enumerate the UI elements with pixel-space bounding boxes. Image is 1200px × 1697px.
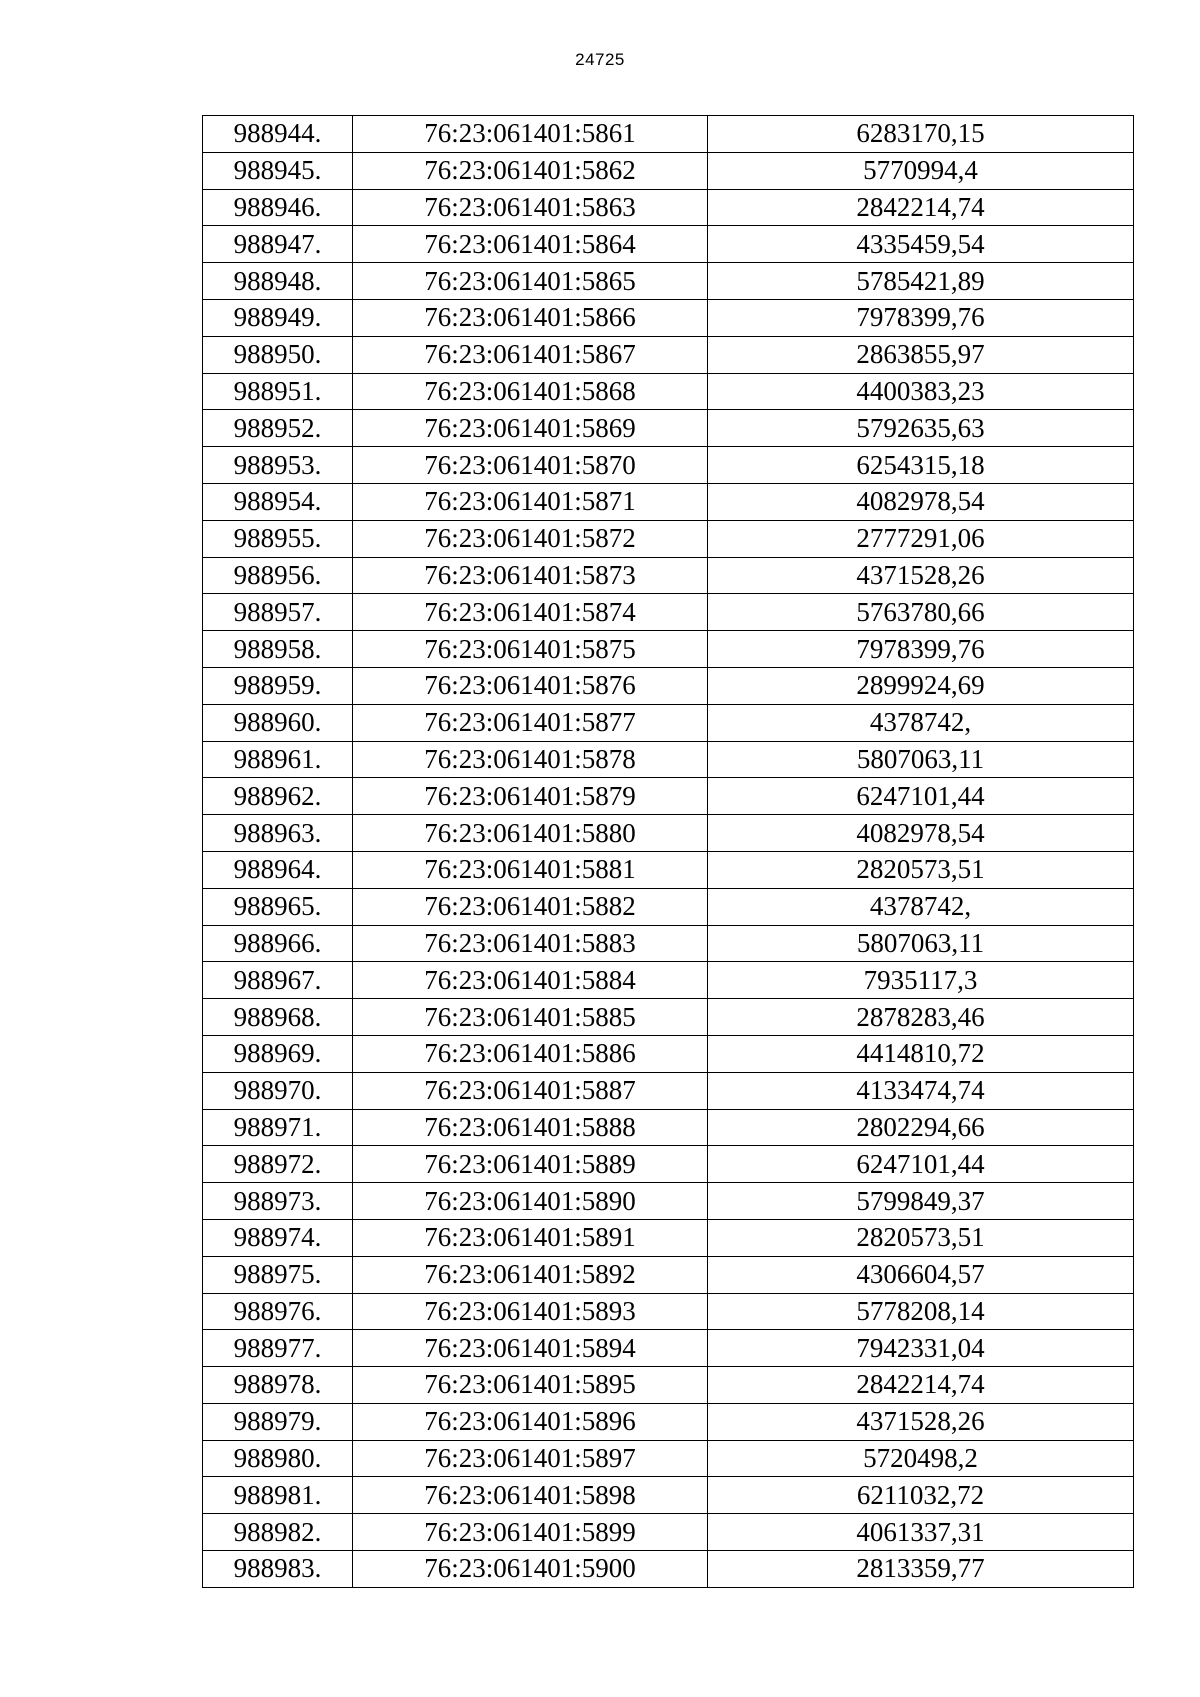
cadastral-value-cell: 6247101,44 <box>708 1146 1134 1183</box>
cadastral-number-cell: 76:23:061401:5899 <box>353 1514 708 1551</box>
table-row <box>203 1219 1134 1256</box>
cadastral-value-cell: 5720498,2 <box>708 1440 1134 1477</box>
table-row <box>203 1403 1134 1440</box>
cadastral-number-cell: 76:23:061401:5876 <box>353 667 708 704</box>
cadastral-value-cell: 5785421,89 <box>708 263 1134 300</box>
table-row <box>203 778 1134 815</box>
row-number-cell: 988972. <box>203 1146 353 1183</box>
cadastral-value-cell: 2842214,74 <box>708 189 1134 226</box>
row-number-cell: 988959. <box>203 667 353 704</box>
cadastral-number-cell: 76:23:061401:5893 <box>353 1293 708 1330</box>
cadastral-number-cell: 76:23:061401:5863 <box>353 189 708 226</box>
row-number-cell: 988946. <box>203 189 353 226</box>
cadastral-number-cell: 76:23:061401:5890 <box>353 1183 708 1220</box>
row-number-cell: 988962. <box>203 778 353 815</box>
cadastral-value-cell: 2813359,77 <box>708 1551 1134 1588</box>
table-row <box>203 1330 1134 1367</box>
table-row <box>203 999 1134 1036</box>
cadastral-value-cell: 2802294,66 <box>708 1109 1134 1146</box>
cadastral-value-cell: 5807063,11 <box>708 925 1134 962</box>
cadastral-value-cell: 4414810,72 <box>708 1035 1134 1072</box>
row-number-cell: 988975. <box>203 1256 353 1293</box>
table-row <box>203 263 1134 300</box>
cadastral-value-cell: 4061337,31 <box>708 1514 1134 1551</box>
cadastral-value-cell: 2777291,06 <box>708 520 1134 557</box>
table-row <box>203 1109 1134 1146</box>
table-row <box>203 152 1134 189</box>
row-number-cell: 988974. <box>203 1219 353 1256</box>
table-row <box>203 1514 1134 1551</box>
row-number-cell: 988977. <box>203 1330 353 1367</box>
row-number-cell: 988954. <box>203 483 353 520</box>
cadastral-number-cell: 76:23:061401:5894 <box>353 1330 708 1367</box>
cadastral-number-cell: 76:23:061401:5865 <box>353 263 708 300</box>
row-number-cell: 988966. <box>203 925 353 962</box>
cadastral-number-cell: 76:23:061401:5874 <box>353 594 708 631</box>
table-row <box>203 116 1134 153</box>
row-number-cell: 988979. <box>203 1403 353 1440</box>
cadastral-value-cell: 4133474,74 <box>708 1072 1134 1109</box>
table-row <box>203 483 1134 520</box>
cadastral-value-cell: 4378742, <box>708 888 1134 925</box>
cadastral-value-cell: 5770994,4 <box>708 152 1134 189</box>
cadastral-value-cell: 2899924,69 <box>708 667 1134 704</box>
row-number-cell: 988949. <box>203 299 353 336</box>
table-row <box>203 925 1134 962</box>
cadastral-value-table <box>202 115 1134 1588</box>
cadastral-number-cell: 76:23:061401:5877 <box>353 704 708 741</box>
row-number-cell: 988981. <box>203 1477 353 1514</box>
cadastral-number-cell: 76:23:061401:5868 <box>353 373 708 410</box>
cadastral-number-cell: 76:23:061401:5878 <box>353 741 708 778</box>
cadastral-number-cell: 76:23:061401:5879 <box>353 778 708 815</box>
cadastral-value-cell: 7942331,04 <box>708 1330 1134 1367</box>
cadastral-value-cell: 7935117,3 <box>708 962 1134 999</box>
cadastral-number-cell: 76:23:061401:5871 <box>353 483 708 520</box>
cadastral-value-cell: 5763780,66 <box>708 594 1134 631</box>
row-number-cell: 988983. <box>203 1551 353 1588</box>
table-row <box>203 667 1134 704</box>
table-row <box>203 594 1134 631</box>
row-number-cell: 988960. <box>203 704 353 741</box>
row-number-cell: 988967. <box>203 962 353 999</box>
table-row <box>203 1072 1134 1109</box>
cadastral-number-cell: 76:23:061401:5889 <box>353 1146 708 1183</box>
cadastral-value-cell: 4335459,54 <box>708 226 1134 263</box>
cadastral-value-cell: 4082978,54 <box>708 815 1134 852</box>
row-number-cell: 988969. <box>203 1035 353 1072</box>
cadastral-value-cell: 7978399,76 <box>708 299 1134 336</box>
cadastral-number-cell: 76:23:061401:5882 <box>353 888 708 925</box>
cadastral-number-cell: 76:23:061401:5887 <box>353 1072 708 1109</box>
table-row <box>203 410 1134 447</box>
cadastral-number-cell: 76:23:061401:5900 <box>353 1551 708 1588</box>
table-row <box>203 1367 1134 1404</box>
cadastral-value-cell: 4378742, <box>708 704 1134 741</box>
cadastral-value-cell: 2820573,51 <box>708 1219 1134 1256</box>
table-row <box>203 815 1134 852</box>
cadastral-number-cell: 76:23:061401:5886 <box>353 1035 708 1072</box>
table-row <box>203 189 1134 226</box>
row-number-cell: 988965. <box>203 888 353 925</box>
row-number-cell: 988970. <box>203 1072 353 1109</box>
row-number-cell: 988947. <box>203 226 353 263</box>
table-row <box>203 631 1134 668</box>
cadastral-number-cell: 76:23:061401:5897 <box>353 1440 708 1477</box>
row-number-cell: 988953. <box>203 447 353 484</box>
table-row <box>203 1293 1134 1330</box>
row-number-cell: 988968. <box>203 999 353 1036</box>
cadastral-value-cell: 5778208,14 <box>708 1293 1134 1330</box>
cadastral-number-cell: 76:23:061401:5862 <box>353 152 708 189</box>
table-row <box>203 1551 1134 1588</box>
cadastral-value-cell: 5807063,11 <box>708 741 1134 778</box>
table-row <box>203 557 1134 594</box>
cadastral-number-cell: 76:23:061401:5870 <box>353 447 708 484</box>
cadastral-number-cell: 76:23:061401:5888 <box>353 1109 708 1146</box>
row-number-cell: 988958. <box>203 631 353 668</box>
row-number-cell: 988980. <box>203 1440 353 1477</box>
cadastral-value-cell: 2863855,97 <box>708 336 1134 373</box>
cadastral-number-cell: 76:23:061401:5895 <box>353 1367 708 1404</box>
cadastral-value-cell: 5792635,63 <box>708 410 1134 447</box>
cadastral-number-cell: 76:23:061401:5883 <box>353 925 708 962</box>
cadastral-number-cell: 76:23:061401:5875 <box>353 631 708 668</box>
cadastral-value-cell: 4371528,26 <box>708 557 1134 594</box>
cadastral-number-cell: 76:23:061401:5864 <box>353 226 708 263</box>
cadastral-value-cell: 2820573,51 <box>708 851 1134 888</box>
cadastral-value-cell: 4082978,54 <box>708 483 1134 520</box>
cadastral-number-cell: 76:23:061401:5884 <box>353 962 708 999</box>
table-row <box>203 373 1134 410</box>
cadastral-value-cell: 7978399,76 <box>708 631 1134 668</box>
table-row <box>203 1146 1134 1183</box>
table-row <box>203 851 1134 888</box>
table-row <box>203 704 1134 741</box>
row-number-cell: 988951. <box>203 373 353 410</box>
row-number-cell: 988956. <box>203 557 353 594</box>
cadastral-value-cell: 4306604,57 <box>708 1256 1134 1293</box>
table-row <box>203 1035 1134 1072</box>
cadastral-number-cell: 76:23:061401:5880 <box>353 815 708 852</box>
cadastral-number-cell: 76:23:061401:5892 <box>353 1256 708 1293</box>
row-number-cell: 988952. <box>203 410 353 447</box>
table-row <box>203 336 1134 373</box>
row-number-cell: 988982. <box>203 1514 353 1551</box>
row-number-cell: 988978. <box>203 1367 353 1404</box>
cadastral-value-cell: 6247101,44 <box>708 778 1134 815</box>
row-number-cell: 988955. <box>203 520 353 557</box>
row-number-cell: 988957. <box>203 594 353 631</box>
table-row <box>203 447 1134 484</box>
row-number-cell: 988944. <box>203 116 353 153</box>
table-row <box>203 1183 1134 1220</box>
cadastral-value-cell: 6211032,72 <box>708 1477 1134 1514</box>
cadastral-number-cell: 76:23:061401:5866 <box>353 299 708 336</box>
table-row <box>203 741 1134 778</box>
row-number-cell: 988976. <box>203 1293 353 1330</box>
cadastral-number-cell: 76:23:061401:5896 <box>353 1403 708 1440</box>
cadastral-value-cell: 4371528,26 <box>708 1403 1134 1440</box>
cadastral-number-cell: 76:23:061401:5898 <box>353 1477 708 1514</box>
cadastral-number-cell: 76:23:061401:5861 <box>353 116 708 153</box>
table-row <box>203 226 1134 263</box>
table-row <box>203 299 1134 336</box>
row-number-cell: 988964. <box>203 851 353 888</box>
row-number-cell: 988945. <box>203 152 353 189</box>
cadastral-number-cell: 76:23:061401:5891 <box>353 1219 708 1256</box>
table-body <box>203 116 1134 1588</box>
row-number-cell: 988961. <box>203 741 353 778</box>
row-number-cell: 988963. <box>203 815 353 852</box>
row-number-cell: 988971. <box>203 1109 353 1146</box>
cadastral-value-cell: 4400383,23 <box>708 373 1134 410</box>
cadastral-number-cell: 76:23:061401:5869 <box>353 410 708 447</box>
cadastral-number-cell: 76:23:061401:5867 <box>353 336 708 373</box>
table-row <box>203 1477 1134 1514</box>
cadastral-number-cell: 76:23:061401:5872 <box>353 520 708 557</box>
cadastral-value-cell: 2878283,46 <box>708 999 1134 1036</box>
table-row <box>203 1256 1134 1293</box>
cadastral-number-cell: 76:23:061401:5881 <box>353 851 708 888</box>
row-number-cell: 988948. <box>203 263 353 300</box>
cadastral-number-cell: 76:23:061401:5873 <box>353 557 708 594</box>
cadastral-value-cell: 6254315,18 <box>708 447 1134 484</box>
page-number: 24725 <box>575 50 625 69</box>
table-row <box>203 888 1134 925</box>
table-row <box>203 1440 1134 1477</box>
table-row <box>203 520 1134 557</box>
row-number-cell: 988950. <box>203 336 353 373</box>
cadastral-value-cell: 2842214,74 <box>708 1367 1134 1404</box>
row-number-cell: 988973. <box>203 1183 353 1220</box>
cadastral-number-cell: 76:23:061401:5885 <box>353 999 708 1036</box>
table-row <box>203 962 1134 999</box>
cadastral-value-cell: 5799849,37 <box>708 1183 1134 1220</box>
cadastral-value-cell: 6283170,15 <box>708 116 1134 153</box>
